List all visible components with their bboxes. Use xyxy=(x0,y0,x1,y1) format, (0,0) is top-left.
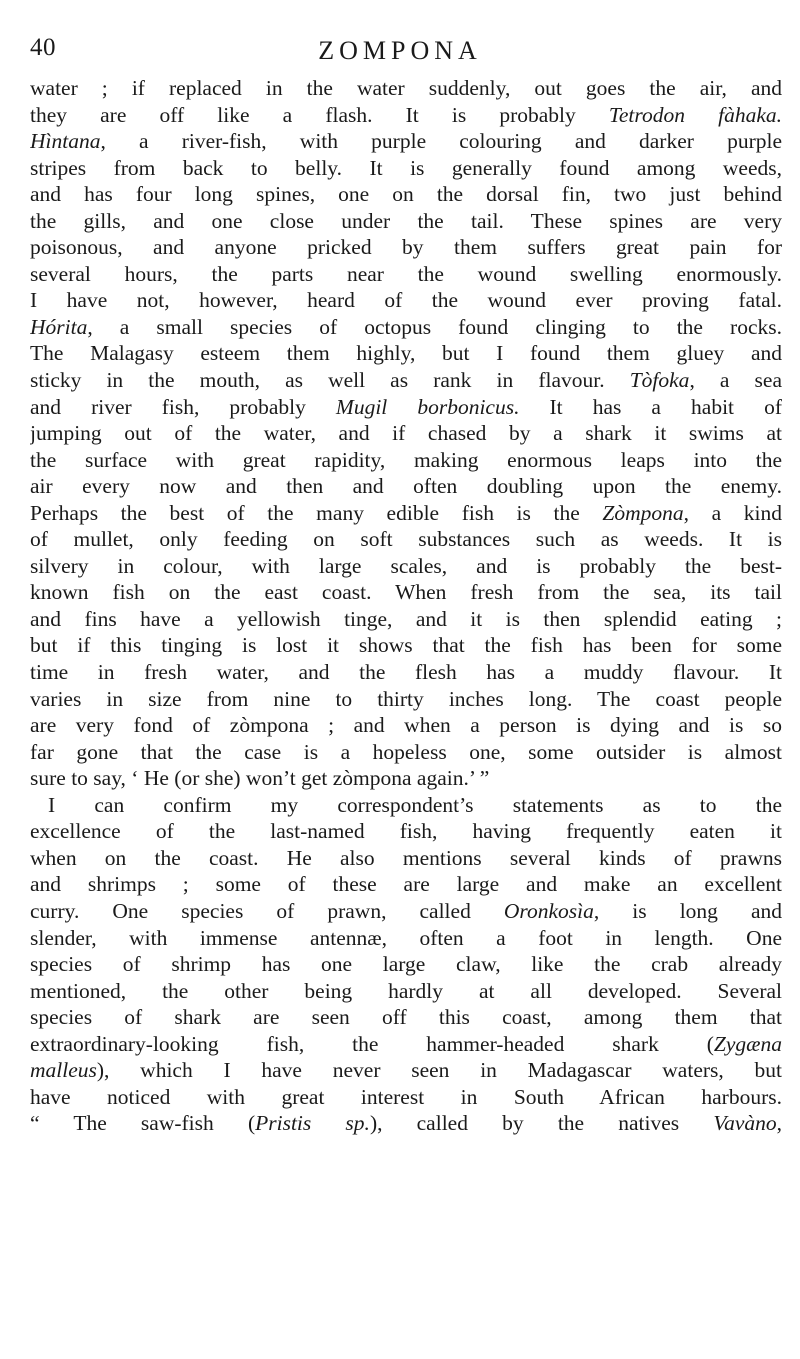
text-run: have noticed with great interest in South African harbours. xyxy=(30,1084,782,1109)
text-line xyxy=(30,261,782,288)
text-run: are very fond of zòmpona ; and when a person is dying and is so xyxy=(30,713,782,738)
text-run: species of shrimp has one large claw, like the crab already xyxy=(30,952,782,977)
text-run: , a small species of octopus found clinging to the rocks. xyxy=(87,314,782,339)
text-line xyxy=(30,102,782,129)
text-line xyxy=(30,659,782,686)
italic-term: Tòfoka xyxy=(629,368,690,393)
text-run: excellence of the last-named fish, having frequently eaten it xyxy=(30,819,782,844)
text-run: silvery in colour, with large scales, and is probably the best- xyxy=(30,553,782,578)
text-line xyxy=(30,1057,782,1084)
running-title: ZOMPONA xyxy=(318,36,482,65)
text-run: and has four long spines, one on the dorsal fin, two just behind xyxy=(30,182,782,207)
text-run: the surface with great rapidity, making enormous leaps into the xyxy=(30,447,782,472)
text-run: ), which I have never seen in Madagascar waters, but xyxy=(96,1058,782,1083)
text-line xyxy=(30,340,782,367)
text-line xyxy=(30,553,782,580)
text-line xyxy=(30,739,782,766)
text-line xyxy=(30,394,782,421)
text-line xyxy=(30,1110,782,1137)
text-line xyxy=(30,632,782,659)
italic-term: Hìntana xyxy=(30,129,101,154)
text-run: extraordinary-looking fish, the hammer-headed shark ( xyxy=(30,1031,714,1056)
text-run: and fins have a yellowish tinge, and it is then splendid eating ; xyxy=(30,606,782,631)
text-run: “ The saw-fish ( xyxy=(30,1111,256,1136)
text-run: I can confirm my correspondent’s statements as to the xyxy=(48,792,782,817)
text-line xyxy=(30,845,782,872)
body-text xyxy=(30,75,782,1137)
italic-term: Zòmpona xyxy=(602,500,684,525)
text-run: slender, with immense antennæ, often a foot in length. One xyxy=(30,925,782,950)
text-line xyxy=(30,765,782,792)
text-line xyxy=(30,526,782,553)
text-run: , a sea xyxy=(689,368,782,393)
running-head xyxy=(0,30,800,70)
text-run: jumping out of the water, and if chased by a shark it swims at xyxy=(30,421,782,446)
text-line xyxy=(30,712,782,739)
text-line xyxy=(30,1004,782,1031)
text-line xyxy=(30,898,782,925)
text-run: The Malagasy esteem them highly, but I found them gluey and xyxy=(30,341,782,366)
text-run: species of shark are seen off this coast, among them that xyxy=(30,1005,782,1030)
text-run: stripes from back to belly. It is generally found among weeds, xyxy=(30,155,782,180)
text-run: but if this tinging is lost it shows that the fish has been for some xyxy=(30,633,782,658)
text-run: far gone that the case is a hopeless one, some outsider is almost xyxy=(30,739,782,764)
text-line xyxy=(30,951,782,978)
text-line xyxy=(30,181,782,208)
text-line xyxy=(30,208,782,235)
text-run: , a kind xyxy=(683,500,782,525)
text-run: sure to say, ‘ He (or she) won’t get zòmpona again.’ ” xyxy=(30,766,490,791)
text-line xyxy=(30,447,782,474)
text-run: curry. One species of prawn, called xyxy=(30,898,504,923)
text-run: and river fish, probably xyxy=(30,394,336,419)
text-run: , a river-fish, with purple colouring and darker purple xyxy=(100,129,782,154)
text-run: poisonous, and anyone pricked by them suffers great pain for xyxy=(30,235,782,260)
text-run: ), called by the natives xyxy=(369,1111,714,1136)
text-run: , is long and xyxy=(593,898,782,923)
italic-term: Zygæna xyxy=(713,1031,782,1056)
text-line xyxy=(30,367,782,394)
text-line xyxy=(30,234,782,261)
text-line xyxy=(30,473,782,500)
text-run: known fish on the east coast. When fresh from the sea, its tail xyxy=(30,580,782,605)
text-line xyxy=(30,1031,782,1058)
text-line xyxy=(30,500,782,527)
italic-term: Vavàno xyxy=(713,1111,777,1136)
text-line xyxy=(30,686,782,713)
text-line xyxy=(30,925,782,952)
italic-term: Tetrodon fàhaka. xyxy=(608,102,782,127)
text-run: water ; if replaced in the water suddenly, out goes the air, and xyxy=(30,76,782,100)
text-run: Perhaps the best of the many edible fish is the xyxy=(30,500,603,525)
text-run: I have not, however, heard of the wound ever proving fatal. xyxy=(30,288,782,313)
italic-term: Pristis sp. xyxy=(255,1111,370,1136)
text-run: mentioned, the other being hardly at all developed. Several xyxy=(30,978,782,1003)
text-run: , xyxy=(776,1111,782,1136)
text-line xyxy=(30,818,782,845)
italic-term: malleus xyxy=(30,1058,97,1083)
page-number: 40 xyxy=(30,34,56,61)
text-line xyxy=(30,155,782,182)
italic-term: Hórita xyxy=(30,314,88,339)
text-run: when on the coast. He also mentions several kinds of prawns xyxy=(30,845,782,870)
text-run: It has a habit of xyxy=(519,394,782,419)
text-run: air every now and then and often doubling upon the enemy. xyxy=(30,474,782,499)
text-run: the gills, and one close under the tail. These spines are very xyxy=(30,208,782,233)
text-run: of mullet, only feeding on soft substances such as weeds. It is xyxy=(30,527,782,552)
italic-term: Mugil borbonicus. xyxy=(335,394,520,419)
text-line xyxy=(30,978,782,1005)
text-run: and shrimps ; some of these are large and make an excellent xyxy=(30,872,782,897)
text-line xyxy=(30,871,782,898)
text-run: several hours, the parts near the wound swelling enormously. xyxy=(30,261,782,286)
text-line xyxy=(30,606,782,633)
text-run: they are off like a flash. It is probably xyxy=(30,102,609,127)
text-line xyxy=(30,1084,782,1111)
text-line xyxy=(30,792,782,819)
text-line xyxy=(30,287,782,314)
text-line xyxy=(30,314,782,341)
text-line xyxy=(30,420,782,447)
text-line xyxy=(30,75,782,102)
text-line xyxy=(30,579,782,606)
italic-term: Oronkosìa xyxy=(503,898,594,923)
text-run: sticky in the mouth, as well as rank in flavour. xyxy=(30,368,630,393)
text-run: varies in size from nine to thirty inches long. The coast people xyxy=(30,686,782,711)
text-line xyxy=(30,128,782,155)
text-run: time in fresh water, and the flesh has a muddy flavour. It xyxy=(30,660,782,685)
